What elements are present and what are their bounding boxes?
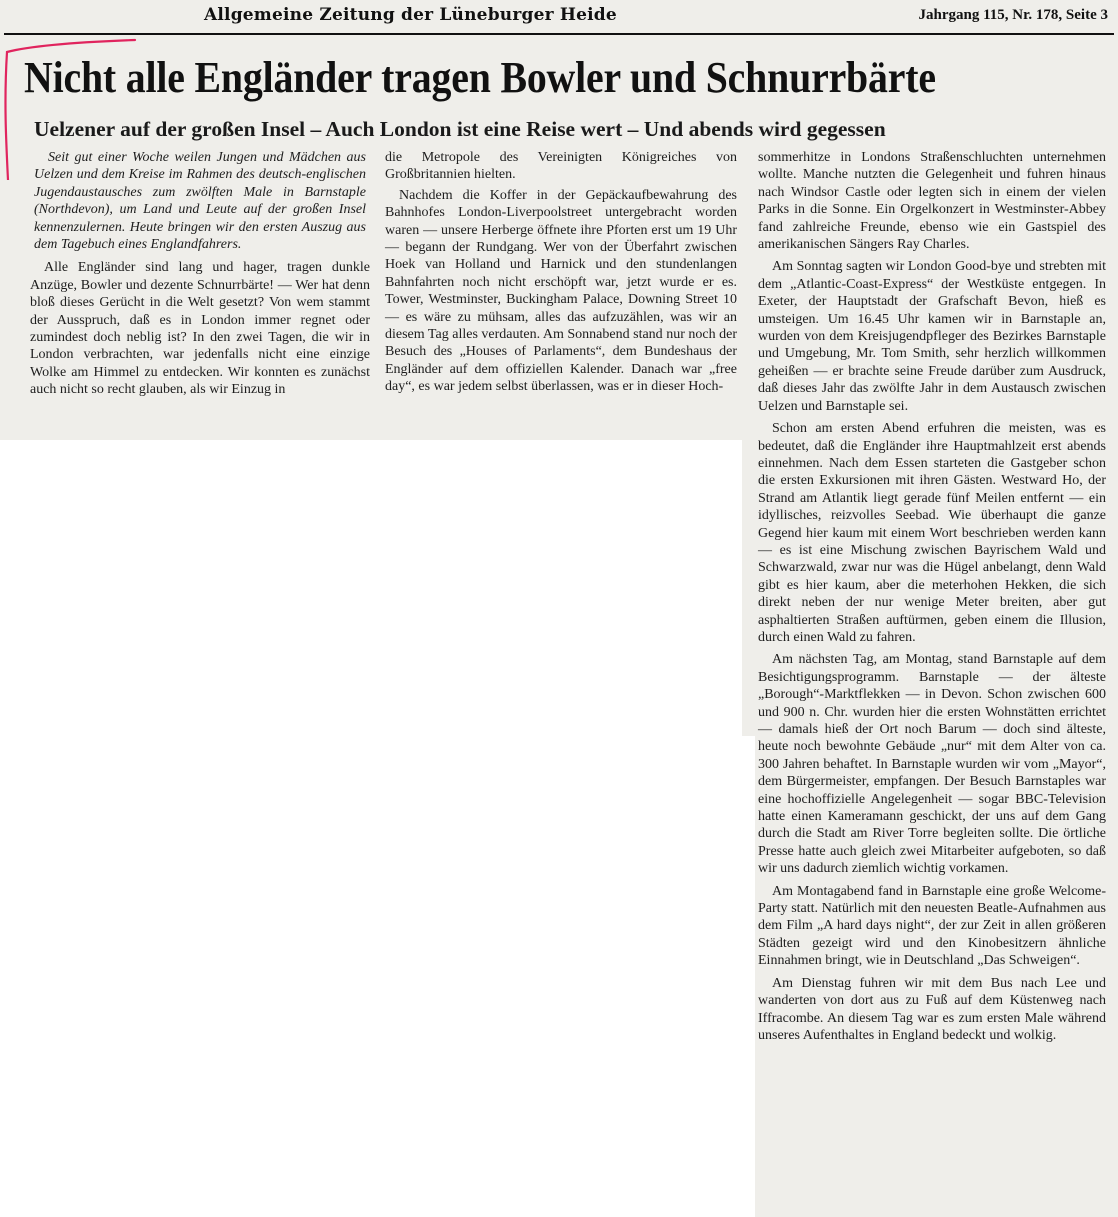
article-subheadline: Uelzener auf der großen Insel – Auch London ist eine Reise wert – Und abends wird gegessen: [34, 117, 886, 141]
masthead: [0, 0, 1118, 36]
article-column-1: [30, 149, 370, 402]
issue-info: Jahrgang 115, Nr. 178, Seite 3: [918, 7, 1108, 23]
article-paragraph: Nachdem die Koffer in der Gepäckaufbewahrung des Bahnhofes London-Liverpoolstreet untergebracht worden waren — unsere Herberge öffnete ihre Pforten erst um 19 Uhr — begann der Rundgang. Wer von der Überfahrt zwischen Hoek van Holland und Harnick und den stundenlangen Bahnfahrten noch nicht erschöpft war, jetzt wurde er es. Tower, Westminster, Buckingham Palace, Downing Street 10 — es wäre zu mühsam, alles das aufzuzählen, was wir an diesem Tag alles verdauten. Am Sonnabend stand nur noch der Besuch des „Houses of Parlaments“, dem Bundeshaus der Engländer auf dem offiziellen Kalender. Danach war „free day“, es war jedem selbst überlassen, was er in dieser Hoch-: [385, 187, 737, 395]
article-paragraph: sommerhitze in Londons Straßenschluchten unternehmen wollte. Manche nutzten die Gelegenheit und fuhren hinaus nach Windsor Castle oder legten sich in einem der vielen Parks in die Sonne. Ein Orgelkonzert in Westminster-Abbey fand zahlreiche Freunde, ebenso wie ein Gastspiel des amerikanischen Sängers Ray Charles.: [758, 150, 1106, 253]
article-intro: Seit gut einer Woche weilen Jungen und Mädchen aus Uelzen und dem Kreise im Rahmen des deutsch-englischen Jugendaustausches zum zwölften Male in Barnstaple (Northdevon), um Land und Leute auf der großen Insel kennenzulernen. Heute bringen wir den ersten Auszug aus dem Tagebuch eines Englandfahrers.: [34, 150, 366, 253]
article-paragraph: Alle Engländer sind lang und hager, tragen dunkle Anzüge, Bowler und dezente Schnurrbärte! — Wer hat denn bloß dieses Gerücht in die Welt gesetzt? Von wem stammt der Ausspruch, daß es in London immer regnet oder zumindest doch neblig ist? In den zwei Tagen, die wir in London verbrachten, war jedenfalls nicht eine einzige Wolke am Himmel zu entdecken. Wir konnten es zunächst auch nicht so recht glauben, als wir Einzug in: [30, 260, 370, 398]
article-paragraph: Schon am ersten Abend erfuhren die meisten, was es bedeutet, daß die Engländer ihre Hauptmahlzeit erst abends einnehmen. Nach dem Essen starteten die Gastgeber schon die ersten Exkursionen mit ihren Gästen. Westward Ho, der Strand am Atlantik liegt gerade fünf Meilen entfernt — ein idyllisches, reizvolles Seebad. Wie überhaupt die ganze Gegend hier kaum mit einem Wort beschrieben werden kann — es ist eine Mischung zwischen Bayrischem Wald und Schwarzwald, zwar nur was die Hügel anbelangt, denn Wald gibt es hier kaum, aber die meterhohen Hekken, die sich direkt neben der nur wenige Meter breiten, aber gut asphaltierten Straßen auftürmen, geben einem die Illusion, durch einen Wald zu fahren.: [758, 421, 1106, 645]
masthead-rule: [4, 33, 1114, 35]
article-paragraph: Am Montagabend fand in Barnstaple eine große Welcome-Party statt. Natürlich mit den neuesten Beatle-Aufnahmen aus dem Film „A hard days night“, der zur Zeit in allen größeren Städten gezeigt wird und den Kinobesitzern ähnliche Einnahmen bringt, wie in Deutschland „Das Schweigen“.: [758, 883, 1106, 969]
article-column-3: [758, 149, 1106, 1047]
article-paragraph: Am Dienstag fuhren wir mit dem Bus nach Lee und wanderten von dort aus zu Fuß auf dem Küstenweg nach Iffracombe. An diesem Tag war es zum ersten Male während unseres Aufenthaltes in England bedeckt und wolkig.: [758, 975, 1106, 1043]
article-paragraph: Am Sonntag sagten wir London Good-bye und strebten mit dem „Atlantic-Coast-Express“ der Westküste entgegen. In Exeter, der Hauptstadt der Grafschaft Bevon, hieß es umsteigen. Um 16.45 Uhr kamen wir in Barnstaple an, wurden von dem Kreisjugendpfleger des Bezirkes Barnstaple und Umgebung, Mr. Tom Smith, sehr herzlich willkommen geheißen — er brachte seine Freude darüber zum Ausdruck, daß dieses Jahr das zwölfte Jahr in dem Austausch zwischen Uelzen und Barnstaple sei.: [758, 259, 1106, 414]
article-paragraph: Am nächsten Tag, am Montag, stand Barnstaple auf dem Besichtigungsprogramm. Barnstaple — der älteste „Borough“-Marktflekken — in Devon. Schon zwischen 600 und 900 n. Chr. wurden hier die ersten Wohnstätten errichtet — damals hieß der Ort noch Barum — doch sind älteste, heute noch bewohnte Gebäude „nur“ mit dem Alter von ca. 300 Jahren behaftet. In Barnstaple wurden wir vom „Mayor“, dem Bürgermeister, empfangen. Der Besuch Barnstaples war eine hochoffizielle Angelegenheit — sogar BBC-Television hatte einen Kameramann geschickt, der uns auf dem Gang durch die Stadt am River Torre begleiten sollte. Die örtliche Presse hatte auch gleich zwei Mitarbeiter aufgeboten, so daß wir uns dadurch ziemlich wichtig vorkamen.: [758, 652, 1106, 877]
article-headline: Nicht alle Engländer tragen Bowler und Schnurrbärte: [24, 53, 936, 102]
article-paragraph: die Metropole des Vereinigten Königreiches von Großbritannien hielten.: [385, 150, 737, 183]
article-column-2: [385, 149, 737, 399]
newspaper-name: Allgemeine Zeitung der Lüneburger Heide: [204, 5, 617, 25]
